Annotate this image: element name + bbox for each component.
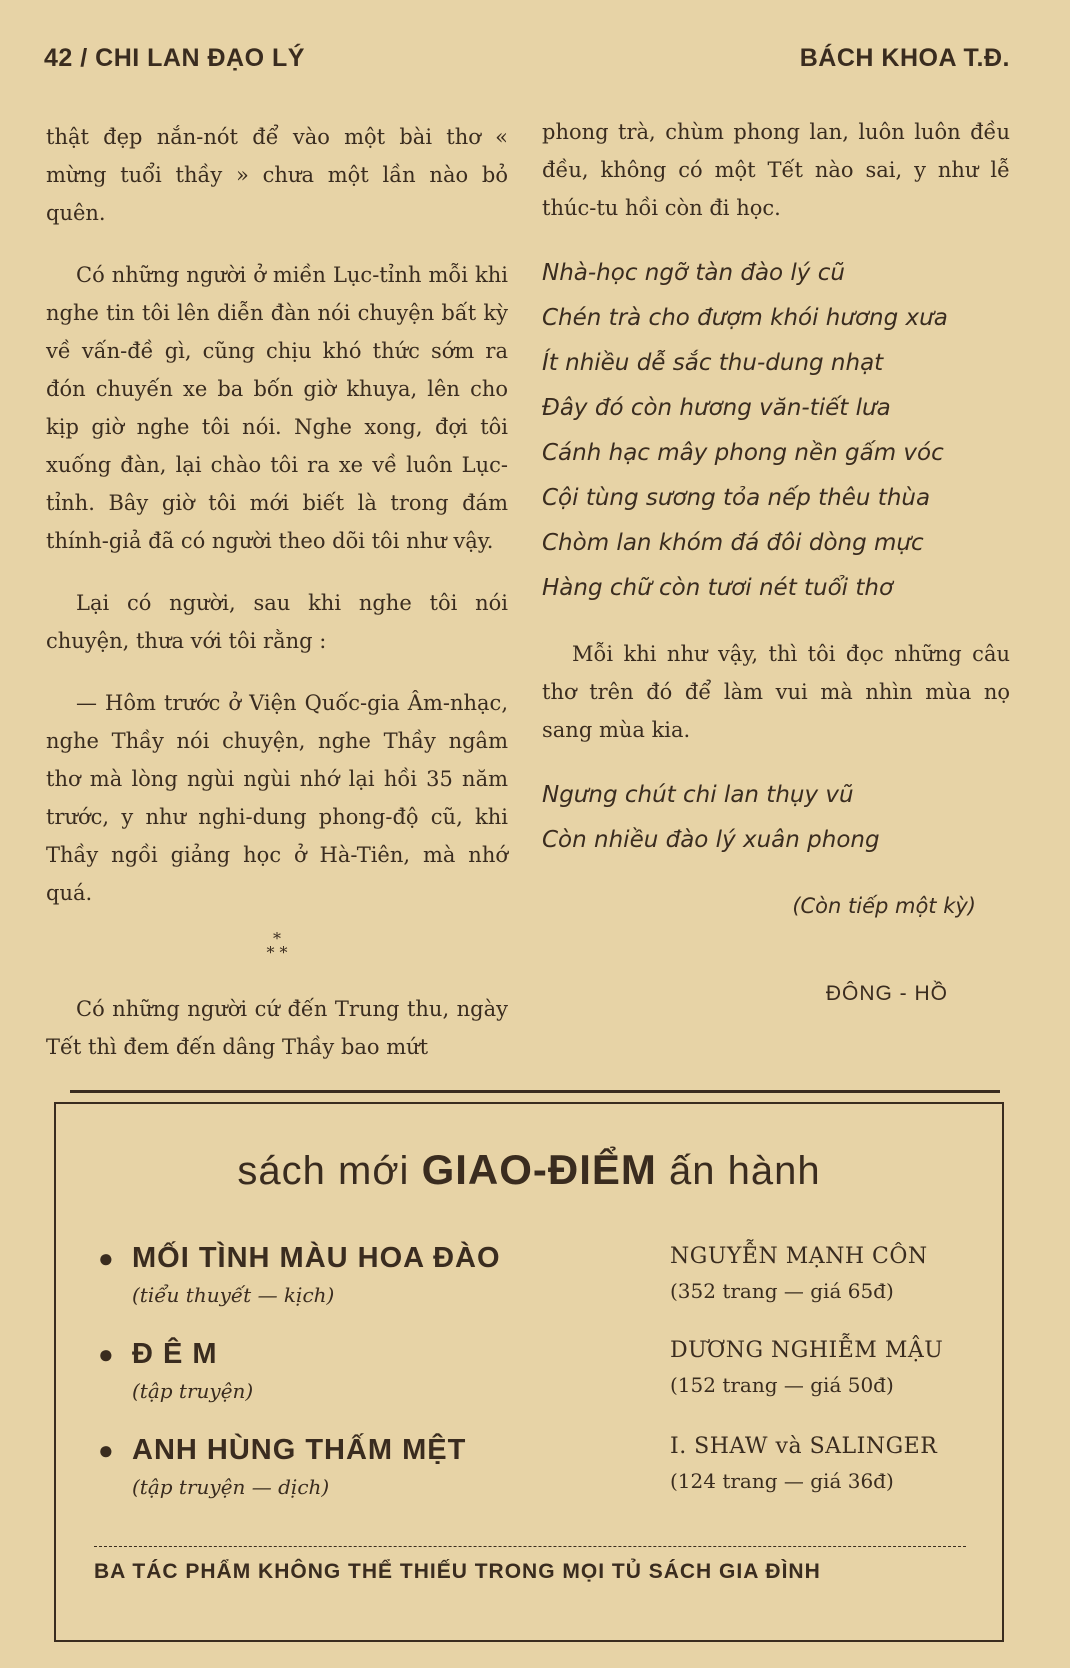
poem-line: Cội tùng sương tỏa nếp thêu thùa [542, 485, 931, 511]
book-price: (124 trang — giá 36đ) [670, 1469, 894, 1493]
paragraph: phong trà, chùm phong lan, luôn luôn đều đều, không có một Tết nào sai, y như lễ thúc-tu hồi còn đi học. [542, 120, 1010, 220]
book-genre: (tập truyện — dịch) [132, 1475, 330, 1499]
poem-line: Ít nhiều dễ sắc thu-dung nhạt [542, 350, 884, 376]
author-signature: ĐÔNG - HỒ [825, 982, 948, 1005]
ad-tagline: BA TÁC PHẨM KHÔNG THỂ THIẾU TRONG MỌI TỦ SÁCH GIA ĐÌNH [94, 1560, 821, 1583]
paragraph: Lại có người, sau khi nghe tôi nói chuyện, thưa với tôi rằng : [46, 591, 508, 653]
ad-title [56, 1146, 1002, 1194]
poem-line: Hàng chữ còn tươi nét tuổi thơ [542, 575, 894, 601]
book-title: MỐI TÌNH MÀU HOA ĐÀO [132, 1242, 501, 1274]
ad-title-post: ấn hành [669, 1149, 821, 1193]
book-publication-info [670, 1338, 1000, 1397]
book-title: Đ Ê M [132, 1338, 218, 1370]
bullet-icon: ● [98, 1243, 115, 1273]
poem-line: Chén trà cho đượm khói hương xưa [542, 305, 948, 331]
book-genre: (tập truyện) [132, 1379, 254, 1403]
ad-title-pre: sách mới [237, 1149, 410, 1193]
book-price: (352 trang — giá 65đ) [670, 1279, 894, 1303]
book-author: DƯƠNG NGHIỄM MẬU [670, 1338, 944, 1363]
book-genre: (tiểu thuyết — kịch) [132, 1283, 335, 1307]
divider-star: * [273, 929, 281, 948]
book-entry [98, 1338, 618, 1403]
poem-line: Chòm lan khóm đá đôi dòng mực [542, 530, 924, 556]
couplet [542, 773, 1010, 863]
poem-line: Nhà-học ngỡ tàn đào lý cũ [542, 260, 845, 286]
continued-note: (Còn tiếp một kỳ) [792, 894, 976, 918]
paragraph: Có những người ở miền Lục-tỉnh mỗi khi nghe tin tôi lên diễn đàn nói chuyện bất kỳ về vấn-đề gì, cũng chịu khó thức sớm ra đón chuyến xe ba bốn giờ khuya, lên cho kịp giờ nghe tôi nói. Nghe xong, đợi tôi xuống đàn, lại chào tôi ra xe về luôn Lục-tỉnh. Bây giờ tôi mới biết là trong đám thính-giả đã có người theo dõi tôi như vậy. [46, 263, 508, 553]
book-publication-info [670, 1434, 1000, 1493]
book-title: ANH HÙNG THẤM MỆT [132, 1434, 467, 1466]
poem-line: Ngưng chút chi lan thụy vũ [542, 782, 854, 808]
bullet-icon: ● [98, 1435, 115, 1465]
paragraph: — Hôm trước ở Viện Quốc-gia Âm-nhạc, nghe Thầy nói chuyện, nghe Thầy ngâm thơ mà lòng ngùi ngùi nhớ lại hồi 35 năm trước, y như nghi-dung phong-độ cũ, khi Thầy ngồi giảng học ở Hà-Tiên, mà nhớ quá. [46, 691, 508, 905]
poem-line: Còn nhiều đào lý xuân phong [542, 827, 880, 853]
advertisement-box [54, 1102, 1004, 1642]
ad-divider [94, 1546, 966, 1547]
book-author: I. SHAW và SALINGER [670, 1434, 938, 1459]
book-author: NGUYỄN MẠNH CÔN [670, 1244, 928, 1269]
right-column [542, 113, 1010, 1013]
poem [542, 251, 1010, 611]
paragraph: Mỗi khi như vậy, thì tôi đọc những câu thơ trên đó để làm vui mà nhìn mùa nọ sang mùa kia. [542, 642, 1010, 742]
book-entry [98, 1242, 618, 1307]
book-price: (152 trang — giá 50đ) [670, 1373, 894, 1397]
header-left: 42 / CHI LAN ĐẠO LÝ [44, 44, 305, 72]
left-column [46, 118, 508, 1090]
bullet-icon: ● [98, 1339, 115, 1369]
book-publication-info [670, 1244, 1000, 1303]
ad-top-rule [70, 1090, 1000, 1093]
paragraph: Có những người cứ đến Trung thu, ngày Tết thì đem đến dâng Thầy bao mứt [46, 997, 508, 1059]
paragraph: thật đẹp nắn-nót để vào một bài thơ « mừng tuổi thầy » chưa một lần nào bỏ quên. [46, 125, 508, 225]
ad-brand: GIAO-ĐIỂM [421, 1146, 657, 1193]
section-divider [46, 929, 508, 962]
page-header [44, 44, 1010, 84]
poem-line: Đây đó còn hương văn-tiết lưa [542, 395, 891, 421]
poem-line: Cánh hạc mây phong nền gấm vóc [542, 440, 944, 466]
book-entry [98, 1434, 618, 1499]
divider-stars: * * [266, 943, 288, 962]
header-right: BÁCH KHOA T.Đ. [799, 44, 1010, 72]
